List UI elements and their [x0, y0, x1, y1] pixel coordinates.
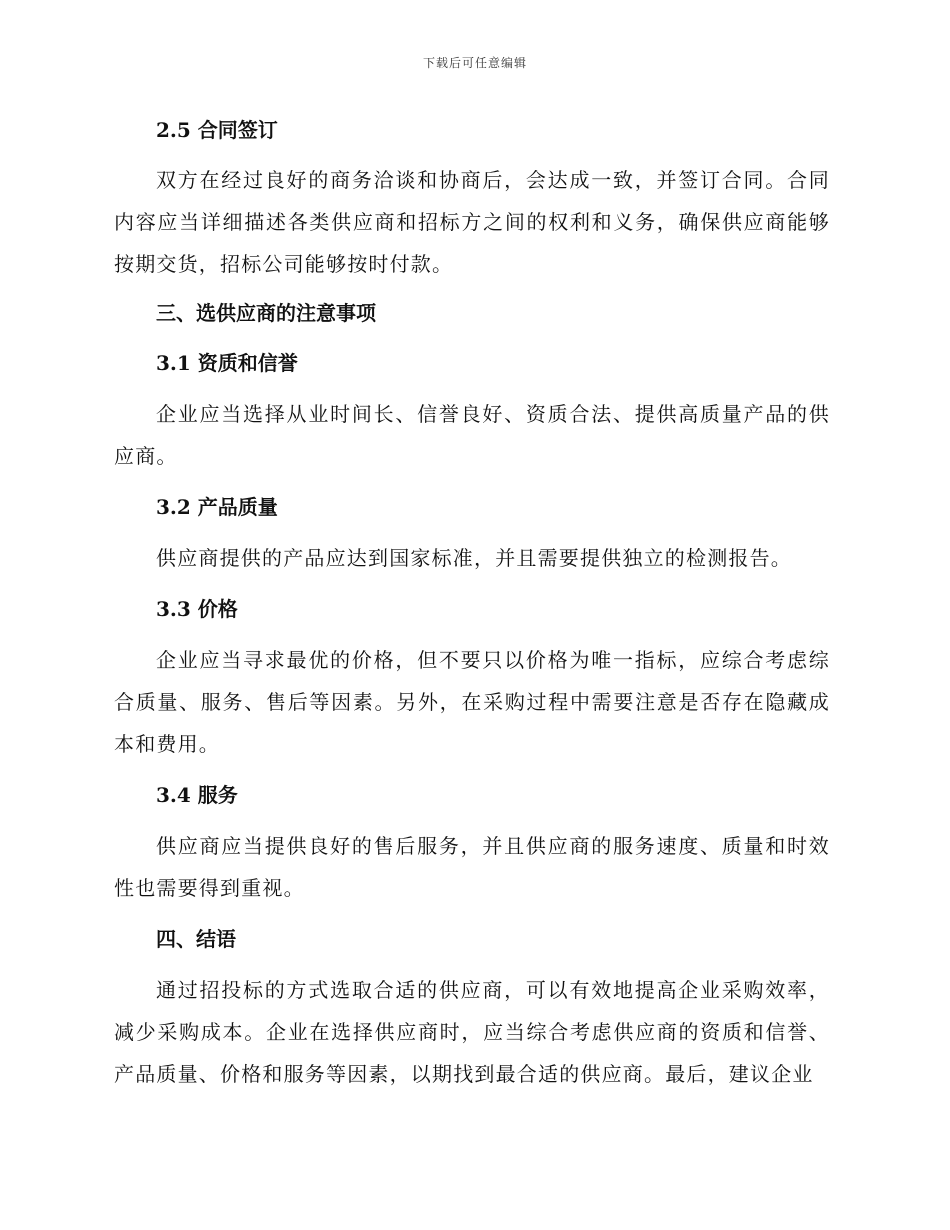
section-paragraph-3-3: 企业应当寻求最优的价格，但不要只以价格为唯一指标，应综合考虑综合质量、服务、售后等因素。另外，在采购过程中需要注意是否存在隐藏成本和费用。	[114, 648, 830, 756]
page-header-note: 下载后可任意编辑	[422, 56, 527, 70]
section-paragraph-3-4: 供应商应当提供良好的售后服务，并且供应商的服务速度、质量和时效性也需要得到重视。	[114, 834, 830, 900]
section-heading-3-2: 3.2 产品质量	[156, 495, 278, 519]
section-paragraph-4: 通过招投标的方式选取合适的供应商，可以有效地提高企业采购效率，减少采购成本。企业在选择供应商时，应当综合考虑供应商的资质和信誉、产品质量、价格和服务等因素，以期找到最合适的供应商。最后，建议企业	[114, 978, 830, 1086]
chapter-heading-4: 四、结语	[156, 927, 236, 951]
section-paragraph-3-1: 企业应当选择从业时间长、信誉良好、资质合法、提供高质量产品的供应商。	[114, 402, 830, 468]
section-heading-3-4: 3.4 服务	[156, 783, 238, 807]
section-paragraph-3-2: 供应商提供的产品应达到国家标准，并且需要提供独立的检测报告。	[156, 546, 792, 570]
document-body	[114, 108, 830, 1095]
section-heading-3-3: 3.3 价格	[156, 597, 238, 621]
section-heading-2-5: 2.5 合同签订	[156, 118, 278, 142]
section-heading-3-1: 3.1 资质和信誉	[156, 351, 298, 375]
section-paragraph-2-5: 双方在经过良好的商务洽谈和协商后，会达成一致，并签订合同。合同内容应当详细描述各类供应商和招标方之间的权利和义务，确保供应商能够按期交货，招标公司能够按时付款。	[114, 168, 830, 276]
chapter-heading-3: 三、选供应商的注意事项	[156, 301, 376, 325]
